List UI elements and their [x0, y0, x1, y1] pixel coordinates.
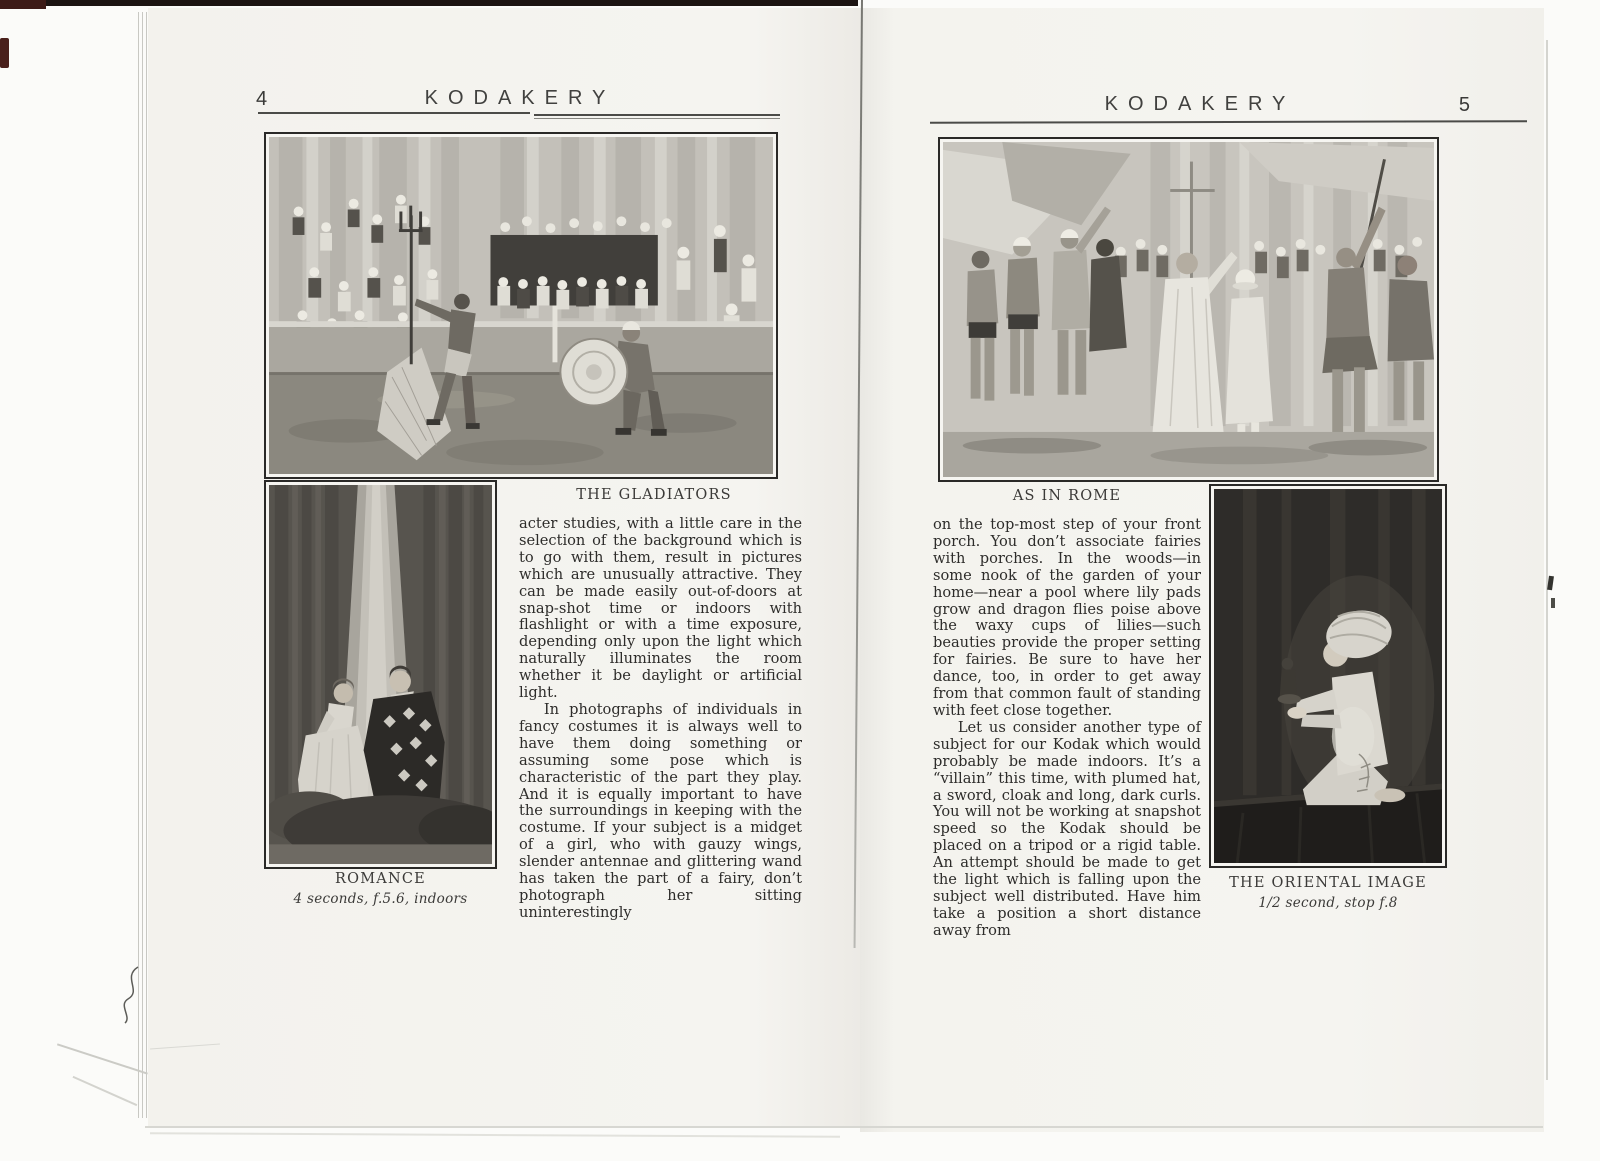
- scan-top-edge: [0, 0, 858, 6]
- scan-artifact-mark: [1547, 576, 1554, 591]
- left-text-column: [519, 516, 802, 922]
- romance-caption-exposure: 4 seconds, f.5.6, indoors: [293, 891, 468, 907]
- scan-artifact-mark: [0, 38, 9, 68]
- page-number-left: 4: [256, 88, 268, 110]
- romance-photo-image: [269, 485, 492, 864]
- romance-caption-title: ROMANCE: [335, 871, 426, 887]
- body-paragraph: Let us consider another type of subject for our Kodak which would probably be made indoors. It’s a “villain” this time, with plumed hat, a sword, cloak and long, dark curls. You will not be working at snapshot speed so the Kodak should be placed on a tripod or a rigid table. An attempt should be made to get the light which is falling upon the subject well distributed. Have him take a position a short distance away from: [933, 718, 1201, 939]
- masthead-right: KODAKERY: [1104, 93, 1296, 115]
- page-number-right: 5: [1458, 94, 1470, 116]
- masthead-left: KODAKERY: [424, 87, 616, 109]
- oriental-image-caption-exposure: 1/2 second, stop f.8: [1258, 895, 1398, 911]
- page-corner-crease: [73, 1076, 138, 1106]
- oriental-image-caption-title: THE ORIENTAL IMAGE: [1229, 875, 1427, 891]
- scan-artifact-mark: [0, 0, 46, 9]
- gladiators-photo: [264, 132, 778, 479]
- scan-artifact-mark: [1551, 598, 1555, 608]
- as-in-rome-caption: AS IN ROME: [1012, 488, 1122, 504]
- page-bottom-shadow: [150, 1132, 840, 1137]
- body-paragraph: In photographs of individuals in fancy costumes it is always well to have them doing something or assuming some pose which is characteristic of the part they play. And it is equally important to have the surroundings in keeping with the costume. If your subject is a midget of a girl, who with gauzy wings, slender antennae and glittering wand has taken the part of a fairy, don’t photograph her sitting uninterestingly: [519, 700, 802, 921]
- header-rule-left-a: [258, 112, 530, 114]
- pencil-squiggle: [120, 965, 146, 1025]
- oriental-image-photo-image: [1214, 489, 1442, 863]
- header-rule-left-c: [534, 118, 780, 119]
- gladiators-photo-image: [269, 137, 773, 474]
- body-paragraph: on the top-most step of your front porch. You don’t associate fairies with porches. In the woods—in some nook of the garden of your home—near a pool where lily pads grow and dragon flies poise above the waxy cups of lilies—such beauties provide the proper setting for fairies. Be sure to have her dance, too, in order to get away from that common fault of standing with feet close together.: [933, 516, 1201, 719]
- as-in-rome-photo: [938, 137, 1439, 482]
- right-text-column: [933, 517, 1201, 940]
- header-rule-left-b: [534, 114, 780, 116]
- right-page-edge: [1546, 40, 1548, 1080]
- as-in-rome-photo-image: [943, 142, 1434, 477]
- page-edge-lines: [135, 12, 149, 1118]
- body-paragraph: acter studies, with a little care in the selection of the background which is to go with them, result in pictures which are unusually attractive. They can be made easily out-of-doors at snap-shot time or indoors with flashlight or with a time exposure, depending only upon the light which naturally illuminates the room whether it be daylight or artificial light.: [519, 515, 802, 702]
- oriental-image-photo: [1209, 484, 1447, 868]
- gladiators-caption: THE GLADIATORS: [576, 487, 732, 503]
- romance-photo: [264, 480, 497, 869]
- page-bottom-shadow: [145, 1126, 1543, 1128]
